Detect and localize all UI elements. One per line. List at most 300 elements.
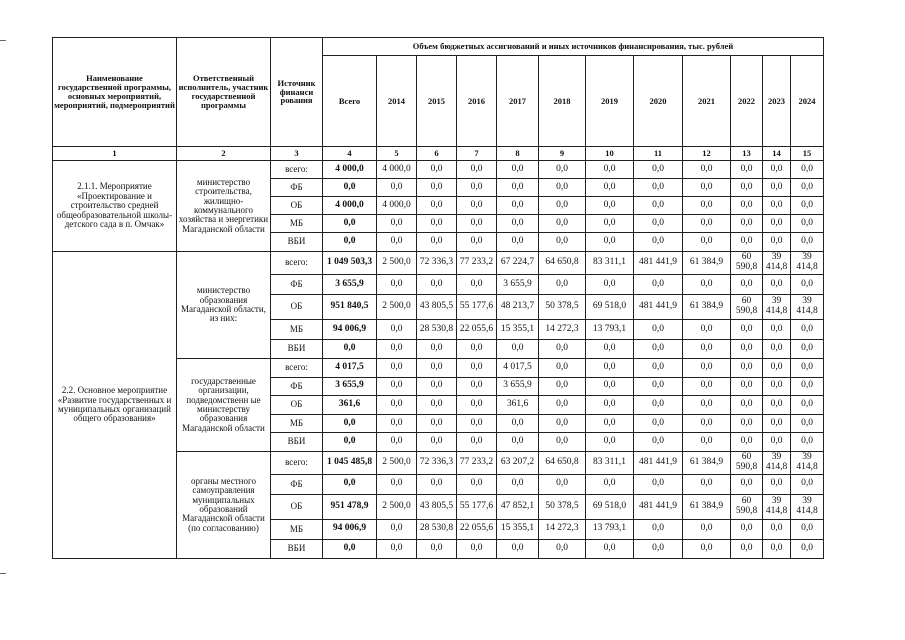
column-number: 13 <box>731 147 763 161</box>
funding-source-cell: ВБИ <box>271 433 323 452</box>
value-cell: 0,0 <box>683 396 731 415</box>
value-cell: 951 840,5 <box>323 295 377 320</box>
value-cell: 94 006,9 <box>323 320 377 340</box>
value-cell: 0,0 <box>586 215 634 233</box>
value-cell: 0,0 <box>539 414 586 433</box>
value-cell: 0,0 <box>731 275 763 295</box>
header-year-10: 2023 <box>763 56 791 147</box>
value-cell: 0,0 <box>634 275 683 295</box>
value-cell: 0,0 <box>539 161 586 179</box>
value-cell: 0,0 <box>377 179 417 197</box>
value-cell: 72 336,3 <box>417 252 457 275</box>
value-cell: 481 441,9 <box>634 295 683 320</box>
funding-source-cell: ОБ <box>271 396 323 415</box>
page-edge-mark <box>0 40 6 41</box>
value-cell: 0,0 <box>497 161 539 179</box>
value-cell: 0,0 <box>791 275 824 295</box>
value-cell: 0,0 <box>586 197 634 215</box>
value-cell: 0,0 <box>683 197 731 215</box>
value-cell: 0,0 <box>497 433 539 452</box>
value-cell: 61 384,9 <box>683 252 731 275</box>
value-cell: 0,0 <box>457 396 497 415</box>
value-cell: 4 017,5 <box>497 359 539 378</box>
value-cell: 0,0 <box>791 197 824 215</box>
value-cell: 0,0 <box>457 275 497 295</box>
value-cell: 60 590,8 <box>731 252 763 275</box>
value-cell: 61 384,9 <box>683 451 731 474</box>
value-cell: 0,0 <box>731 197 763 215</box>
value-cell: 0,0 <box>634 161 683 179</box>
funding-source-cell: всего: <box>271 451 323 474</box>
value-cell: 0,0 <box>791 359 824 378</box>
value-cell: 0,0 <box>417 179 457 197</box>
value-cell: 0,0 <box>763 340 791 359</box>
value-cell: 0,0 <box>791 340 824 359</box>
value-cell: 0,0 <box>731 340 763 359</box>
value-cell: 60 590,8 <box>731 494 763 519</box>
value-cell: 77 233,2 <box>457 451 497 474</box>
value-cell: 55 177,6 <box>457 295 497 320</box>
value-cell: 0,0 <box>683 275 731 295</box>
value-cell: 0,0 <box>417 359 457 378</box>
value-cell: 0,0 <box>323 539 377 558</box>
value-cell: 0,0 <box>497 233 539 252</box>
column-number: 6 <box>417 147 457 161</box>
value-cell: 55 177,6 <box>457 494 497 519</box>
value-cell: 48 213,7 <box>497 295 539 320</box>
value-cell: 0,0 <box>634 179 683 197</box>
value-cell: 0,0 <box>417 474 457 494</box>
column-number: 15 <box>791 147 824 161</box>
value-cell: 0,0 <box>634 519 683 539</box>
value-cell: 0,0 <box>586 359 634 378</box>
value-cell: 0,0 <box>586 433 634 452</box>
value-cell: 4 000,0 <box>377 161 417 179</box>
value-cell: 0,0 <box>731 233 763 252</box>
value-cell: 3 655,9 <box>323 377 377 396</box>
value-cell: 0,0 <box>791 433 824 452</box>
value-cell: 0,0 <box>323 414 377 433</box>
value-cell: 0,0 <box>683 474 731 494</box>
executor-cell: министерство строительства, жилищно-коммунального хозяйства и энергетики Магаданской области <box>177 161 271 252</box>
value-cell: 0,0 <box>683 377 731 396</box>
funding-source-cell: ВБИ <box>271 539 323 558</box>
funding-source-cell: ОБ <box>271 295 323 320</box>
value-cell: 94 006,9 <box>323 519 377 539</box>
value-cell: 0,0 <box>539 340 586 359</box>
value-cell: 0,0 <box>539 474 586 494</box>
column-number: 5 <box>377 147 417 161</box>
value-cell: 0,0 <box>634 197 683 215</box>
value-cell: 0,0 <box>683 414 731 433</box>
value-cell: 0,0 <box>683 359 731 378</box>
value-cell: 0,0 <box>539 433 586 452</box>
value-cell: 0,0 <box>497 414 539 433</box>
value-cell: 4 000,0 <box>323 197 377 215</box>
funding-source-cell: всего: <box>271 161 323 179</box>
value-cell: 0,0 <box>634 233 683 252</box>
value-cell: 0,0 <box>497 340 539 359</box>
value-cell: 361,6 <box>323 396 377 415</box>
program-name-cell: 2.2. Основное мероприятие «Развитие государственных и муниципальных организаций общего образования» <box>53 252 177 559</box>
value-cell: 0,0 <box>417 433 457 452</box>
value-cell: 39 414,8 <box>763 295 791 320</box>
value-cell: 0,0 <box>457 161 497 179</box>
value-cell: 0,0 <box>683 340 731 359</box>
value-cell: 13 793,1 <box>586 519 634 539</box>
value-cell: 0,0 <box>683 215 731 233</box>
value-cell: 0,0 <box>763 414 791 433</box>
value-cell: 0,0 <box>457 414 497 433</box>
value-cell: 64 650,8 <box>539 451 586 474</box>
header-program-name: Наименование государственной программы, основных мероприятий, мероприятий, подмероприятий <box>53 38 177 147</box>
value-cell: 0,0 <box>763 474 791 494</box>
value-cell: 0,0 <box>586 377 634 396</box>
value-cell: 0,0 <box>683 179 731 197</box>
value-cell: 39 414,8 <box>791 295 824 320</box>
value-cell: 67 224,7 <box>497 252 539 275</box>
value-cell: 3 655,9 <box>323 275 377 295</box>
funding-source-cell: ОБ <box>271 494 323 519</box>
value-cell: 0,0 <box>683 161 731 179</box>
value-cell: 0,0 <box>377 433 417 452</box>
value-cell: 0,0 <box>586 340 634 359</box>
value-cell: 0,0 <box>497 539 539 558</box>
header-executor: Ответственный исполнитель, участник государственной программы <box>177 38 271 147</box>
value-cell: 0,0 <box>457 215 497 233</box>
value-cell: 0,0 <box>539 377 586 396</box>
value-cell: 43 805,5 <box>417 494 457 519</box>
value-cell: 2 500,0 <box>377 252 417 275</box>
value-cell: 0,0 <box>377 377 417 396</box>
value-cell: 0,0 <box>763 359 791 378</box>
value-cell: 4 000,0 <box>323 161 377 179</box>
header-year-9: 2022 <box>731 56 763 147</box>
value-cell: 72 336,3 <box>417 451 457 474</box>
value-cell: 0,0 <box>683 539 731 558</box>
value-cell: 0,0 <box>683 233 731 252</box>
value-cell: 60 590,8 <box>731 451 763 474</box>
value-cell: 0,0 <box>791 539 824 558</box>
value-cell: 50 378,5 <box>539 295 586 320</box>
value-cell: 83 311,1 <box>586 252 634 275</box>
value-cell: 0,0 <box>731 519 763 539</box>
column-number: 14 <box>763 147 791 161</box>
funding-source-cell: ОБ <box>271 197 323 215</box>
value-cell: 0,0 <box>539 215 586 233</box>
column-number: 7 <box>457 147 497 161</box>
value-cell: 60 590,8 <box>731 295 763 320</box>
value-cell: 481 441,9 <box>634 494 683 519</box>
value-cell: 0,0 <box>791 233 824 252</box>
value-cell: 0,0 <box>791 161 824 179</box>
value-cell: 0,0 <box>634 340 683 359</box>
value-cell: 0,0 <box>539 359 586 378</box>
value-cell: 0,0 <box>731 474 763 494</box>
value-cell: 0,0 <box>763 519 791 539</box>
value-cell: 0,0 <box>763 377 791 396</box>
value-cell: 0,0 <box>323 179 377 197</box>
header-year-5: 2018 <box>539 56 586 147</box>
value-cell: 0,0 <box>634 433 683 452</box>
value-cell: 0,0 <box>417 396 457 415</box>
value-cell: 64 650,8 <box>539 252 586 275</box>
value-cell: 0,0 <box>323 233 377 252</box>
column-number: 10 <box>586 147 634 161</box>
value-cell: 0,0 <box>731 414 763 433</box>
column-number: 2 <box>177 147 271 161</box>
value-cell: 0,0 <box>731 215 763 233</box>
value-cell: 0,0 <box>377 396 417 415</box>
value-cell: 0,0 <box>634 474 683 494</box>
value-cell: 0,0 <box>791 519 824 539</box>
value-cell: 0,0 <box>791 474 824 494</box>
value-cell: 0,0 <box>539 396 586 415</box>
value-cell: 43 805,5 <box>417 295 457 320</box>
value-cell: 0,0 <box>457 359 497 378</box>
value-cell: 0,0 <box>377 275 417 295</box>
column-number: 11 <box>634 147 683 161</box>
value-cell: 0,0 <box>323 215 377 233</box>
value-cell: 0,0 <box>763 161 791 179</box>
value-cell: 0,0 <box>731 377 763 396</box>
value-cell: 0,0 <box>634 320 683 340</box>
value-cell: 0,0 <box>539 197 586 215</box>
value-cell: 0,0 <box>417 414 457 433</box>
executor-cell: министерство образования Магаданской области, из них: <box>177 252 271 359</box>
value-cell: 0,0 <box>731 359 763 378</box>
value-cell: 0,0 <box>457 179 497 197</box>
funding-source-cell: ФБ <box>271 275 323 295</box>
value-cell: 0,0 <box>417 161 457 179</box>
value-cell: 0,0 <box>763 275 791 295</box>
column-number: 8 <box>497 147 539 161</box>
column-number: 4 <box>323 147 377 161</box>
value-cell: 0,0 <box>586 396 634 415</box>
value-cell: 50 378,5 <box>539 494 586 519</box>
value-cell: 13 793,1 <box>586 320 634 340</box>
value-cell: 0,0 <box>634 414 683 433</box>
value-cell: 22 055,6 <box>457 519 497 539</box>
value-cell: 0,0 <box>417 377 457 396</box>
value-cell: 0,0 <box>791 179 824 197</box>
funding-source-cell: МБ <box>271 519 323 539</box>
funding-source-cell: ВБИ <box>271 233 323 252</box>
value-cell: 2 500,0 <box>377 494 417 519</box>
funding-source-cell: ФБ <box>271 377 323 396</box>
value-cell: 14 272,3 <box>539 320 586 340</box>
value-cell: 0,0 <box>539 233 586 252</box>
value-cell: 0,0 <box>791 396 824 415</box>
value-cell: 0,0 <box>323 433 377 452</box>
value-cell: 0,0 <box>417 275 457 295</box>
funding-source-cell: МБ <box>271 320 323 340</box>
value-cell: 0,0 <box>586 414 634 433</box>
value-cell: 481 441,9 <box>634 451 683 474</box>
value-cell: 22 055,6 <box>457 320 497 340</box>
value-cell: 0,0 <box>417 340 457 359</box>
value-cell: 4 000,0 <box>377 197 417 215</box>
value-cell: 0,0 <box>586 233 634 252</box>
value-cell: 0,0 <box>586 539 634 558</box>
value-cell: 69 518,0 <box>586 295 634 320</box>
value-cell: 0,0 <box>731 396 763 415</box>
funding-source-cell: ФБ <box>271 179 323 197</box>
value-cell: 481 441,9 <box>634 252 683 275</box>
value-cell: 0,0 <box>763 320 791 340</box>
value-cell: 0,0 <box>377 359 417 378</box>
value-cell: 39 414,8 <box>763 494 791 519</box>
column-number: 3 <box>271 147 323 161</box>
value-cell: 1 049 503,3 <box>323 252 377 275</box>
value-cell: 0,0 <box>763 433 791 452</box>
column-number: 9 <box>539 147 586 161</box>
value-cell: 0,0 <box>323 340 377 359</box>
header-year-8: 2021 <box>683 56 731 147</box>
value-cell: 0,0 <box>731 433 763 452</box>
value-cell: 2 500,0 <box>377 451 417 474</box>
value-cell: 0,0 <box>377 414 417 433</box>
value-cell: 0,0 <box>634 215 683 233</box>
header-year-1: 2014 <box>377 56 417 147</box>
value-cell: 0,0 <box>539 539 586 558</box>
value-cell: 0,0 <box>791 414 824 433</box>
value-cell: 15 355,1 <box>497 519 539 539</box>
value-cell: 0,0 <box>586 179 634 197</box>
value-cell: 39 414,8 <box>791 451 824 474</box>
header-year-3: 2016 <box>457 56 497 147</box>
value-cell: 0,0 <box>791 320 824 340</box>
funding-source-cell: ВБИ <box>271 340 323 359</box>
value-cell: 0,0 <box>417 215 457 233</box>
value-cell: 0,0 <box>457 197 497 215</box>
value-cell: 14 272,3 <box>539 519 586 539</box>
value-cell: 0,0 <box>731 179 763 197</box>
value-cell: 28 530,8 <box>417 519 457 539</box>
value-cell: 1 045 485,8 <box>323 451 377 474</box>
header-year-11: 2024 <box>791 56 824 147</box>
value-cell: 0,0 <box>731 320 763 340</box>
value-cell: 0,0 <box>763 539 791 558</box>
funding-source-cell: ФБ <box>271 474 323 494</box>
value-cell: 0,0 <box>586 161 634 179</box>
header-year-2: 2015 <box>417 56 457 147</box>
value-cell: 0,0 <box>763 233 791 252</box>
value-cell: 39 414,8 <box>763 451 791 474</box>
value-cell: 3 655,9 <box>497 275 539 295</box>
value-cell: 951 478,9 <box>323 494 377 519</box>
value-cell: 61 384,9 <box>683 295 731 320</box>
value-cell: 39 414,8 <box>791 494 824 519</box>
column-number: 1 <box>53 147 177 161</box>
value-cell: 3 655,9 <box>497 377 539 396</box>
value-cell: 0,0 <box>634 359 683 378</box>
value-cell: 0,0 <box>763 396 791 415</box>
value-cell: 0,0 <box>683 433 731 452</box>
value-cell: 0,0 <box>683 320 731 340</box>
value-cell: 361,6 <box>497 396 539 415</box>
value-cell: 0,0 <box>497 197 539 215</box>
header-year-7: 2020 <box>634 56 683 147</box>
value-cell: 0,0 <box>417 233 457 252</box>
value-cell: 77 233,2 <box>457 252 497 275</box>
value-cell: 0,0 <box>791 377 824 396</box>
value-cell: 0,0 <box>497 474 539 494</box>
value-cell: 0,0 <box>377 320 417 340</box>
value-cell: 39 414,8 <box>791 252 824 275</box>
funding-source-cell: всего: <box>271 252 323 275</box>
program-name-cell: 2.1.1. Мероприятие «Проектирование и строительство средней общеобразовательной школы-детского сада в п. Омчак» <box>53 161 177 252</box>
value-cell: 0,0 <box>586 474 634 494</box>
header-funding-title: Объем бюджетных ассигнований и иных источников финансирования, тыс. рублей <box>323 38 824 56</box>
header-year-6: 2019 <box>586 56 634 147</box>
executor-cell: государственные организации, подведомственн ые министерству образования Магаданской области <box>177 359 271 452</box>
value-cell: 0,0 <box>634 377 683 396</box>
page-edge-mark <box>0 573 6 574</box>
column-number: 12 <box>683 147 731 161</box>
value-cell: 0,0 <box>497 179 539 197</box>
value-cell: 0,0 <box>377 233 417 252</box>
value-cell: 0,0 <box>791 215 824 233</box>
value-cell: 0,0 <box>763 179 791 197</box>
funding-source-cell: МБ <box>271 414 323 433</box>
value-cell: 0,0 <box>731 539 763 558</box>
funding-source-cell: всего: <box>271 359 323 378</box>
value-cell: 0,0 <box>634 539 683 558</box>
value-cell: 0,0 <box>539 275 586 295</box>
value-cell: 0,0 <box>417 197 457 215</box>
value-cell: 0,0 <box>497 215 539 233</box>
value-cell: 0,0 <box>457 377 497 396</box>
value-cell: 69 518,0 <box>586 494 634 519</box>
value-cell: 0,0 <box>377 539 417 558</box>
value-cell: 0,0 <box>731 161 763 179</box>
value-cell: 0,0 <box>377 474 417 494</box>
value-cell: 0,0 <box>683 519 731 539</box>
value-cell: 0,0 <box>457 233 497 252</box>
value-cell: 4 017,5 <box>323 359 377 378</box>
value-cell: 0,0 <box>377 215 417 233</box>
value-cell: 0,0 <box>417 539 457 558</box>
value-cell: 0,0 <box>763 215 791 233</box>
value-cell: 0,0 <box>457 539 497 558</box>
value-cell: 28 530,8 <box>417 320 457 340</box>
header-year-0: Всего <box>323 56 377 147</box>
funding-source-cell: МБ <box>271 215 323 233</box>
value-cell: 0,0 <box>457 474 497 494</box>
value-cell: 2 500,0 <box>377 295 417 320</box>
value-cell: 39 414,8 <box>763 252 791 275</box>
value-cell: 47 852,1 <box>497 494 539 519</box>
budget-allocation-table <box>52 37 824 559</box>
value-cell: 15 355,1 <box>497 320 539 340</box>
value-cell: 0,0 <box>634 396 683 415</box>
value-cell: 0,0 <box>457 433 497 452</box>
value-cell: 61 384,9 <box>683 494 731 519</box>
header-year-4: 2017 <box>497 56 539 147</box>
value-cell: 0,0 <box>539 179 586 197</box>
value-cell: 83 311,1 <box>586 451 634 474</box>
executor-cell: органы местного самоуправления муниципальных образований Магаданской области (по согласованию) <box>177 451 271 558</box>
value-cell: 0,0 <box>323 474 377 494</box>
value-cell: 0,0 <box>763 197 791 215</box>
value-cell: 0,0 <box>457 340 497 359</box>
header-funding-source: Источник финанси рования <box>271 38 323 147</box>
value-cell: 63 207,2 <box>497 451 539 474</box>
value-cell: 0,0 <box>586 275 634 295</box>
value-cell: 0,0 <box>377 519 417 539</box>
value-cell: 0,0 <box>377 340 417 359</box>
